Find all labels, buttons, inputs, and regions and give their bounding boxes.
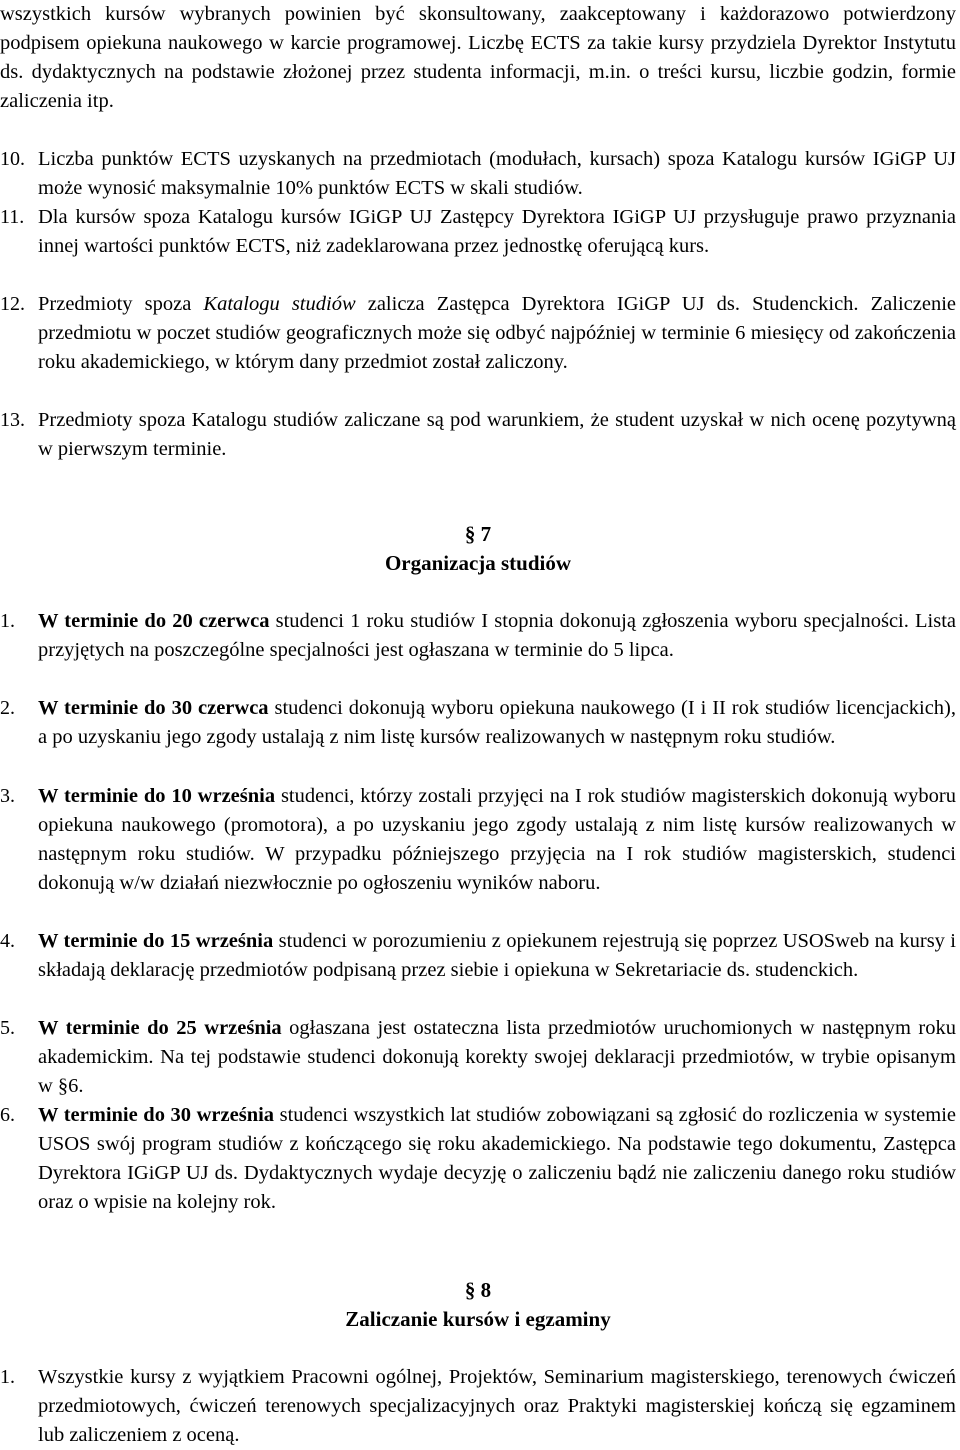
section-7-item-1 — [0, 607, 956, 665]
text-segment: studenci wszystkich lat studiów zobowiązani są zgłosić do rozliczenia w systemie USOS swój program studiów z kończącego się roku akademickiego. Na podstawie tego dokumentu, Zastępca Dyrektora IGiGP UJ ds. Dydaktycznych wydaje decyzję o zaliczeniu bądź nie zaliczeniu danego roku studiów oraz o wpisie na kolejny rok. — [38, 1104, 957, 1213]
list-item-number: 2. — [0, 697, 15, 719]
list-item-text: Liczba punktów ECTS uzyskanych na przedmiotach (modułach, kursach) spoza Katalogu kursów IGiGP UJ może wynosić maksymalnie 10% punktów ECTS w skali studiów. — [38, 148, 956, 199]
deadline-text: W terminie do 25 września — [38, 1017, 282, 1039]
section-8-title: Zaliczanie kursów i egzaminy — [345, 1307, 611, 1331]
list-item-text — [0, 927, 956, 985]
list-item-10 — [0, 145, 956, 203]
list-item-text — [0, 1101, 956, 1217]
text-segment: Przedmioty spoza — [38, 293, 204, 315]
list-item-number: 6. — [0, 1104, 15, 1126]
italic-text: Katalogu studiów — [203, 293, 356, 315]
list-item-text: Wszystkie kursy z wyjątkiem Pracowni ogólnej, Projektów, Seminarium magisterskiego, terenowych ćwiczeń przedmiotowych, ćwiczeń terenowych specjalizacyjnych oraz Praktyki magisterskiej kończą się egzaminem lub zaliczeniem z oceną. — [38, 1366, 956, 1446]
list-item-text: Przedmioty spoza Katalogu studiów zaliczane są pod warunkiem, że student uzyskał w nich ocenę pozytywną w pierwszym terminie. — [38, 409, 956, 460]
text-segment: studenci w porozumieniu z opiekunem rejestrują się poprzez USOSweb na kursy i składają deklarację przedmiotów podpisaną przez siebie i opiekuna w Sekretariacie ds. studenckich. — [38, 930, 956, 981]
list-item-number: 10. — [0, 148, 25, 170]
list-item-number: 1. — [0, 1366, 15, 1388]
deadline-text: W terminie do 30 września — [38, 1104, 275, 1126]
section-7-item-3 — [0, 782, 956, 898]
section-8-number: § 8 — [464, 1278, 492, 1302]
list-item-text — [0, 1014, 956, 1101]
section-7-item-2 — [0, 694, 956, 752]
section-7-title: Organizacja studiów — [384, 551, 572, 575]
section-7-item-6 — [0, 1101, 956, 1217]
text-segment: studenci 1 roku studiów I stopnia dokonują zgłoszenia wyboru specjalności. Lista przyjętych na poszczególne specjalności jest ogłaszana w terminie do 5 lipca. — [38, 610, 957, 661]
list-item-12 — [0, 290, 956, 377]
text-segment: zalicza Zastępca Dyrektora IGiGP UJ ds. Studenckich. Zaliczenie przedmiotu w poczet studiów geograficznych może się odbyć najpóźniej w terminie 6 miesięcy od zakończenia roku akademickiego, w którym dany przedmiot został zaliczony. — [38, 293, 956, 373]
list-item-text — [0, 694, 956, 752]
deadline-text: W terminie do 20 czerwca — [38, 610, 270, 632]
deadline-text: W terminie do 30 czerwca — [38, 697, 269, 719]
list-item-number: 3. — [0, 785, 15, 807]
text-segment: ogłaszana jest ostateczna lista przedmiotów uruchomionych w następnym roku akademickim. Na tej podstawie studenci dokonują korekty swojej deklaracji przedmiotów, w trybie opisanym w §6. — [38, 1017, 956, 1097]
list-item-text — [0, 290, 956, 377]
paragraph-continuation — [0, 0, 956, 116]
paragraph-text: wszystkich kursów wybranych powinien być skonsultowany, zaakceptowany i każdorazowo potwierdzony podpisem opiekuna naukowego w karcie programowej. Liczbę ECTS za takie kursy przydziela Dyrektor Instytutu ds. dydaktycznych na podstawie złożonej przez studenta informacji, m.in. o treści kursu, liczbie godzin, formie zaliczenia itp. — [0, 3, 956, 112]
list-item-text — [0, 607, 956, 665]
list-item-number: 13. — [0, 409, 25, 431]
list-item-number: 1. — [0, 610, 15, 632]
list-item-13 — [0, 406, 956, 464]
section-7-number: § 7 — [464, 522, 492, 546]
text-segment: studenci dokonują wyboru opiekuna naukowego (I i II rok studiów licencjackich), a po uzyskaniu jego zgody ustalają z nim listę kursów realizowanych w następnym roku studiów. — [38, 697, 956, 748]
deadline-text: W terminie do 10 września — [38, 785, 276, 807]
list-item-text — [0, 782, 956, 898]
list-item-number: 12. — [0, 293, 25, 315]
list-item-number: 5. — [0, 1017, 15, 1039]
deadline-text: W terminie do 15 września — [38, 930, 274, 952]
list-item-text: Dla kursów spoza Katalogu kursów IGiGP UJ Zastępcy Dyrektora IGiGP UJ przysługuje prawo przyznania innej wartości punktów ECTS, niż zadeklarowana przez jednostkę oferującą kurs. — [38, 206, 956, 257]
list-item-number: 4. — [0, 930, 15, 952]
section-7-item-5 — [0, 1014, 956, 1101]
section-8-item-1 — [0, 1363, 956, 1450]
text-segment: studenci, którzy zostali przyjęci na I rok studiów magisterskich dokonują wyboru opiekuna naukowego (promotora), a po uzyskaniu jego zgody ustalają z nim listę kursów realizowanych w następnym roku studiów. W przypadku późniejszego przyjęcia na I rok studiów magisterskich, studenci dokonują w/w działań niezwłocznie po ogłoszeniu wyników naboru. — [38, 785, 956, 894]
list-item-11 — [0, 203, 956, 261]
list-item-number: 11. — [0, 206, 25, 228]
section-7-item-4 — [0, 927, 956, 985]
